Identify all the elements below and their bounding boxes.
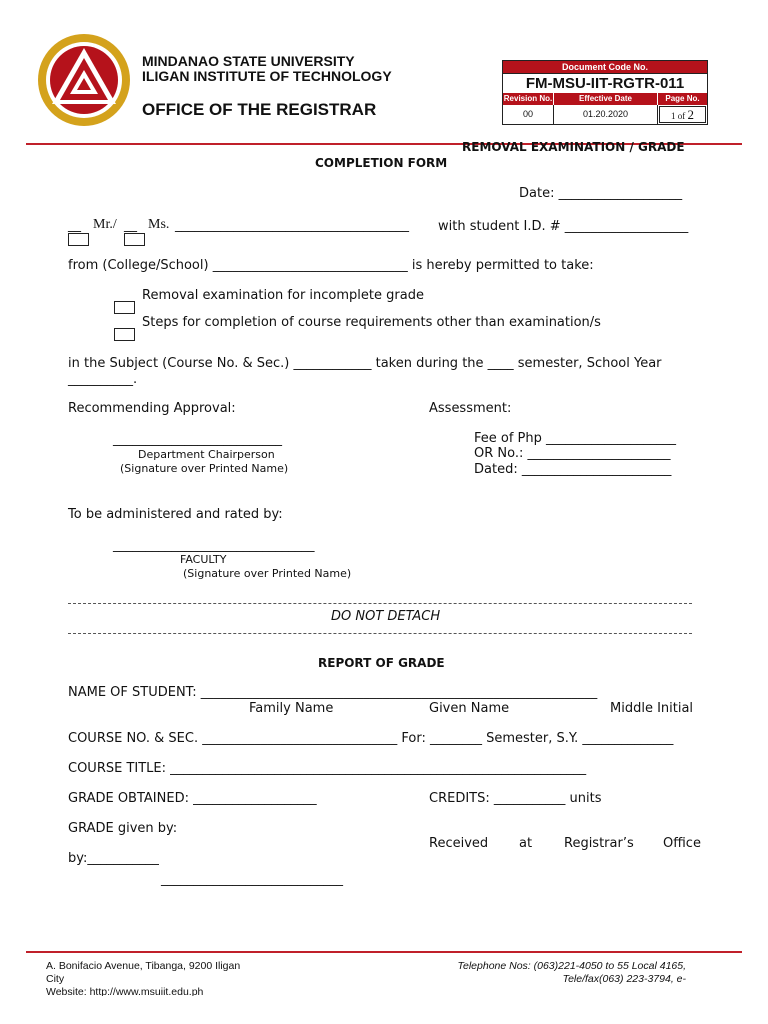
administered-label: To be administered and rated by:	[68, 507, 283, 522]
assessment-label: Assessment:	[429, 401, 512, 416]
faculty-signature-line: _______________________________	[113, 538, 315, 553]
office-name: OFFICE OF THE REGISTRAR	[142, 100, 377, 119]
college-line: from (College/School) ______________________________ is hereby permitted to take:	[68, 258, 594, 273]
option1-checkbox[interactable]	[114, 301, 135, 314]
chair-signature-line: __________________________	[113, 432, 282, 447]
doc-code-header-row	[503, 93, 707, 105]
detach-line-top	[68, 603, 692, 604]
office-word: Office	[663, 836, 701, 851]
triangle-seal-icon	[34, 30, 134, 130]
student-id-field[interactable]: with student I.D. # ___________________	[438, 219, 689, 234]
or-no-field[interactable]: OR No.: ______________________	[474, 446, 671, 461]
subject-line: in the Subject (Course No. & Sec.) ____________ taken during the ____ semester, School Year	[68, 356, 662, 371]
form-title-line2: COMPLETION FORM	[315, 156, 448, 170]
received-by-line: by:___________	[68, 851, 159, 866]
document-code-table	[502, 60, 708, 125]
effective-header: Effective Date	[554, 93, 658, 105]
date-field[interactable]: Date: ___________________	[519, 186, 683, 201]
given-name-caption: Given Name	[429, 701, 510, 716]
doc-code-value: FM-MSU-IIT-RGTR-011	[503, 73, 707, 93]
registrar-word: Registrar’s	[564, 836, 634, 851]
credits-line: CREDITS: ___________ units	[429, 791, 602, 806]
page-prefix: 1 of	[671, 111, 686, 121]
doc-code-label: Document Code No.	[503, 61, 707, 73]
footer-website: Website: http://www.msuiit.edu.ph	[46, 986, 204, 996]
at-word: at	[519, 836, 533, 851]
faculty-sig-caption: (Signature over Printed Name)	[183, 567, 352, 580]
student-name-field[interactable]: ____________________________________	[175, 218, 409, 233]
footer-address-2: City	[46, 973, 65, 985]
course-no-line: COURSE NO. & SEC. ______________________________ For: ________ Semester, S.Y. ______________	[68, 731, 674, 746]
detach-line-bottom	[68, 633, 692, 634]
course-title-line: COURSE TITLE: ________________________________________________________________	[68, 761, 587, 776]
student-name-line: NAME OF STUDENT: _____________________________________________________________	[68, 685, 598, 700]
footer-phone-2: Tele/fax(063) 223-3794, e-	[562, 973, 686, 985]
mr-label: Mr./	[93, 217, 117, 232]
fee-field[interactable]: Fee of Php ____________________	[474, 431, 677, 446]
form-title-line1: REMOVAL EXAMINATION / GRADE	[462, 140, 685, 154]
report-title: REPORT OF GRADE	[318, 656, 445, 670]
dept-chair-label: Department Chairperson	[138, 448, 275, 461]
footer-address-1: A. Bonifacio Avenue, Tibanga, 9200 Iligan	[46, 960, 241, 972]
page-total: 2	[687, 107, 694, 122]
revision-value: 00	[503, 105, 554, 124]
revision-header: Revision No.	[503, 94, 553, 103]
option2-checkbox[interactable]	[114, 328, 135, 341]
option1-label: Removal examination for incomplete grade	[142, 288, 424, 303]
effective-value: 01.20.2020	[554, 105, 658, 124]
family-name-caption: Family Name	[249, 701, 334, 716]
faculty-label: FACULTY	[180, 553, 227, 566]
middle-initial-caption: Middle Initial	[610, 701, 694, 716]
grade-signature-line: ____________________________	[161, 872, 343, 887]
dated-field[interactable]: Dated: _______________________	[474, 462, 672, 477]
doc-code-value-row	[503, 105, 707, 124]
university-logo	[34, 30, 134, 130]
received-word: Received	[429, 836, 489, 851]
do-not-detach: DO NOT DETACH	[331, 609, 441, 624]
chair-sig-caption: (Signature over Printed Name)	[120, 462, 289, 475]
ms-checkbox[interactable]	[124, 233, 145, 246]
institute-name: ILIGAN INSTITUTE OF TECHNOLOGY	[142, 68, 392, 84]
grade-obtained-line: GRADE OBTAINED: ___________________	[68, 791, 317, 806]
ms-blank: __	[124, 218, 137, 233]
school-year-line: __________.	[68, 372, 138, 387]
footer-divider	[26, 951, 742, 953]
mr-checkbox[interactable]	[68, 233, 89, 246]
page-header: Page No.	[665, 94, 700, 103]
recommending-label: Recommending Approval:	[68, 401, 236, 416]
grade-given-label: GRADE given by:	[68, 821, 178, 836]
mr-blank: __	[68, 218, 81, 233]
option2-label: Steps for completion of course requirements other than examination/s	[142, 315, 601, 330]
page-value	[659, 106, 706, 123]
footer-phone-1: Telephone Nos: (063)221-4050 to 55 Local 4165,	[457, 960, 686, 972]
ms-label: Ms.	[148, 217, 170, 232]
university-name: MINDANAO STATE UNIVERSITY	[142, 53, 355, 69]
